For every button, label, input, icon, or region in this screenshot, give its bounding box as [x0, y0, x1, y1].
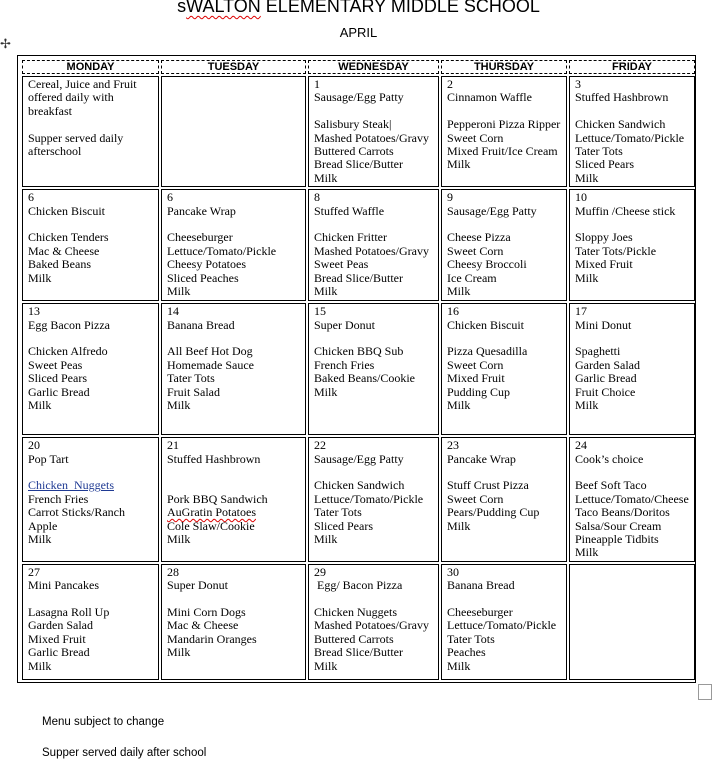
day-cell-friday [569, 189, 695, 301]
menu-line: Cook’s choice [575, 451, 644, 466]
menu-line: Sweet Corn [447, 357, 504, 372]
blank-line [167, 479, 300, 492]
day-cell-monday [22, 76, 159, 187]
menu-line: Cheeseburger [447, 605, 513, 620]
menu-line: Mini Donut [575, 317, 632, 332]
blank-line [167, 593, 300, 606]
date-number: 6 [167, 190, 173, 205]
menu-line: Muffin /Cheese stick [575, 203, 676, 218]
menu-line: Tater Tots [447, 631, 495, 646]
menu-line: Buttered Carrots [314, 144, 394, 159]
menu-line: Bread Slice/Butter [314, 270, 403, 285]
menu-line: Mixed Fruit [447, 371, 505, 386]
menu-line: Mac & Cheese [167, 618, 239, 633]
menu-line: Cheesy Potatoes [167, 257, 246, 272]
menu-line: Pizza Quesadilla [447, 344, 528, 359]
menu-line: Mixed Fruit/Ice Cream [447, 144, 558, 159]
date-number: 16 [447, 304, 459, 319]
menu-line: Sweet Corn [447, 130, 504, 145]
menu-line: Homemade Sauce [167, 357, 254, 372]
menu-line: breakfast [28, 103, 72, 118]
menu-line: Cheeseburger [167, 230, 233, 245]
menu-line: Supper served daily [28, 130, 124, 145]
menu-line: French Fries [28, 491, 89, 506]
menu-line: Peaches [447, 645, 486, 660]
day-cell-monday [22, 303, 159, 435]
blank-line [28, 332, 153, 345]
menu-line: Spaghetti [575, 344, 621, 359]
menu-line: Chicken Nuggets [28, 478, 114, 493]
day-header-thursday: THURSDAY [441, 60, 567, 74]
menu-line: Milk [575, 545, 599, 560]
date-number: 29 [314, 564, 326, 579]
menu-line: Milk [28, 398, 52, 413]
week-row [22, 564, 695, 680]
blank-line [167, 218, 300, 231]
menu-line: Milk [314, 170, 338, 185]
menu-line: Milk [167, 284, 191, 299]
menu-line: Milk [447, 157, 471, 172]
blank-line [447, 466, 561, 479]
menu-line: Sausage/Egg Patty [314, 90, 404, 105]
menu-line: Mandarin Oranges [167, 631, 257, 646]
day-cell-wednesday [308, 189, 439, 301]
menu-line: Tater Tots/Pickle [575, 243, 657, 258]
menu-line: Chicken Biscuit [28, 203, 105, 218]
blank-line [28, 466, 153, 479]
menu-line: Mixed Fruit [28, 631, 86, 646]
date-number: 30 [447, 564, 459, 579]
menu-line: Mini Pancakes [28, 578, 99, 593]
menu-line: Garden Salad [28, 618, 93, 633]
title-prefix: s [177, 0, 187, 16]
document-title [0, 0, 717, 17]
menu-line: Milk [314, 532, 338, 547]
day-cell-wednesday [308, 564, 439, 680]
menu-line: Tater Tots [167, 371, 215, 386]
menu-line: Chicken Sandwich [314, 478, 405, 493]
supper-note: Supper served daily after school [42, 747, 207, 759]
date-number: 2 [447, 77, 453, 91]
menu-line: Chicken Nuggets [314, 605, 397, 620]
menu-line: Lettuce/Tomato/Cheese [575, 491, 689, 506]
menu-line: Ice Cream [447, 270, 497, 285]
day-header-tuesday: TUESDAY [161, 60, 306, 74]
title-misspelled-word: WALTON [186, 0, 261, 16]
day-cell-thursday [441, 76, 567, 187]
menu-line: Sweet Corn [447, 243, 504, 258]
move-handle-icon[interactable]: ✢ [0, 37, 11, 52]
menu-line: Egg Bacon Pizza [28, 317, 110, 332]
day-cell-monday [22, 437, 159, 562]
blank-line [167, 466, 300, 479]
week-row [22, 76, 695, 187]
week-row [22, 437, 695, 562]
menu-line: Mac & Cheese [28, 243, 100, 258]
blank-line [575, 218, 689, 231]
menu-line: Tater Tots [314, 505, 362, 520]
menu-line: Milk [575, 170, 599, 185]
menu-line: Garden Salad [575, 357, 640, 372]
menu-line: Lasagna Roll Up [28, 605, 110, 620]
day-cell-tuesday [161, 564, 306, 680]
menu-line: AuGratin Potatoes [167, 505, 256, 520]
menu-line: Pears/Pudding Cup [447, 505, 540, 520]
day-cell-tuesday [161, 437, 306, 562]
menu-line: Carrot Sticks/Ranch [28, 505, 125, 520]
blank-line [167, 332, 300, 345]
menu-line: Mini Corn Dogs [167, 605, 246, 620]
menu-line: Pop Tart [28, 451, 69, 466]
day-cell-tuesday [161, 76, 306, 187]
menu-line: Garlic Bread [575, 371, 637, 386]
menu-line: Stuffed Waffle [314, 203, 385, 218]
blank-line [575, 466, 689, 479]
day-cell-friday [569, 303, 695, 435]
date-number: 6 [28, 190, 34, 205]
menu-line: Sausage/Egg Patty [447, 203, 537, 218]
menu-line: Milk [447, 284, 471, 299]
menu-line: Sloppy Joes [575, 230, 633, 245]
day-cell-tuesday [161, 303, 306, 435]
menu-line: Mashed Potatoes/Gravy [314, 618, 429, 633]
day-cell-wednesday [308, 76, 439, 187]
menu-line: Cole Slaw/Cookie [167, 518, 255, 533]
date-number: 9 [447, 190, 453, 205]
menu-line: Milk [575, 270, 599, 285]
day-header-row [22, 60, 695, 74]
menu-table [20, 58, 697, 682]
menu-line: Garlic Bread [28, 384, 90, 399]
menu-line: Milk [447, 398, 471, 413]
menu-line: Lettuce/Tomato/Pickle [314, 491, 424, 506]
menu-line: Stuff Crust Pizza [447, 478, 529, 493]
menu-line: Pepperoni Pizza Ripper [447, 117, 561, 132]
menu-line: Mixed Fruit [575, 257, 633, 272]
date-number: 10 [575, 190, 587, 205]
menu-line: Sliced Pears [314, 518, 373, 533]
menu-line: Lettuce/Tomato/Pickle [447, 618, 557, 633]
menu-line: Sweet Peas [314, 257, 369, 272]
date-number: 1 [314, 77, 320, 91]
day-header-monday: MONDAY [22, 60, 159, 74]
menu-line: Sliced Peaches [167, 270, 239, 285]
blank-line [447, 593, 561, 606]
menu-line: Tater Tots [575, 144, 623, 159]
menu-line: Chicken Biscuit [447, 317, 524, 332]
blank-line [314, 466, 433, 479]
menu-line: Cheese Pizza [447, 230, 511, 245]
blank-line [575, 105, 689, 118]
menu-line: Cheesy Broccoli [447, 257, 527, 272]
blank-line [575, 332, 689, 345]
date-number: 3 [575, 77, 581, 91]
menu-line: Milk [167, 398, 191, 413]
menu-line: Lettuce/Tomato/Pickle [575, 130, 685, 145]
blank-line [314, 218, 433, 231]
menu-line: Banana Bread [167, 317, 235, 332]
menu-line: Garlic Bread [28, 645, 90, 660]
menu-line: Beef Soft Taco [575, 478, 647, 493]
menu-line: Milk [314, 284, 338, 299]
day-cell-thursday [441, 564, 567, 680]
menu-line: Pineapple Tidbits [575, 532, 659, 547]
menu-line: Chicken Alfredo [28, 344, 108, 359]
menu-line: Milk [28, 658, 52, 673]
table-resize-handle[interactable] [698, 684, 712, 700]
date-number: 22 [314, 438, 326, 453]
title-rest: ELEMENTARY MIDDLE SCHOOL [260, 0, 540, 16]
week-row [22, 189, 695, 301]
day-header-friday: FRIDAY [569, 60, 695, 74]
day-cell-monday [22, 189, 159, 301]
menu-line: Pancake Wrap [447, 451, 516, 466]
date-number: 14 [167, 304, 179, 319]
menu-line: Super Donut [167, 578, 228, 593]
menu-line: French Fries [314, 357, 375, 372]
day-cell-thursday [441, 189, 567, 301]
menu-line: Salisbury Steak| [314, 117, 392, 132]
menu-line: Cinnamon Waffle [447, 90, 532, 105]
date-number: 23 [447, 438, 459, 453]
day-cell-friday [569, 564, 695, 680]
menu-line: Lettuce/Tomato/Pickle [167, 243, 277, 258]
menu-line: Milk [28, 532, 52, 547]
day-cell-tuesday [161, 189, 306, 301]
menu-line: Sliced Pears [28, 371, 87, 386]
blank-line [28, 118, 153, 131]
month-label: APRIL [339, 25, 378, 40]
date-number: 21 [167, 438, 179, 453]
menu-line: Pork BBQ Sandwich [167, 491, 268, 506]
day-cell-monday [22, 564, 159, 680]
menu-line: Milk [314, 384, 338, 399]
menu-line: Milk [447, 518, 471, 533]
blank-line [447, 218, 561, 231]
menu-line: Milk [575, 398, 599, 413]
menu-line: Pancake Wrap [167, 203, 236, 218]
menu-line: Egg/ Bacon Pizza [314, 578, 403, 593]
menu-line: Milk [167, 645, 191, 660]
blank-line [447, 105, 561, 118]
menu-line: Chicken Tenders [28, 230, 109, 245]
day-cell-friday [569, 76, 695, 187]
week-row [22, 303, 695, 435]
blank-line [28, 593, 153, 606]
menu-line: Mashed Potatoes/Gravy [314, 130, 429, 145]
menu-line: Mashed Potatoes/Gravy [314, 243, 429, 258]
blank-line [314, 105, 433, 118]
blank-line [314, 593, 433, 606]
menu-line: Super Donut [314, 317, 375, 332]
day-cell-wednesday [308, 437, 439, 562]
date-number: 17 [575, 304, 587, 319]
menu-line: Buttered Carrots [314, 631, 394, 646]
menu-line: afterschool [28, 144, 82, 159]
blank-line [314, 332, 433, 345]
menu-line: All Beef Hot Dog [167, 344, 253, 359]
menu-line: Baked Beans/Cookie [314, 371, 415, 386]
menu-line: offered daily with [28, 90, 114, 105]
menu-line: Sweet Corn [447, 491, 504, 506]
menu-line: Cereal, Juice and Fruit [28, 77, 137, 91]
menu-line: Sweet Peas [28, 357, 83, 372]
day-cell-wednesday [308, 303, 439, 435]
day-cell-thursday [441, 437, 567, 562]
blank-line [28, 218, 153, 231]
menu-line: Bread Slice/Butter [314, 157, 403, 172]
menu-line: Baked Beans [28, 257, 91, 272]
day-header-wednesday: WEDNESDAY [308, 60, 439, 74]
day-cell-friday [569, 437, 695, 562]
menu-line: Banana Bread [447, 578, 515, 593]
menu-line: Chicken Sandwich [575, 117, 666, 132]
day-cell-thursday [441, 303, 567, 435]
menu-change-note: Menu subject to change [42, 716, 165, 728]
menu-line: Fruit Choice [575, 384, 636, 399]
menu-line: Salsa/Sour Cream [575, 518, 662, 533]
date-number: 8 [314, 190, 320, 205]
menu-line: Milk [28, 270, 52, 285]
menu-line: Stuffed Hashbrown [167, 451, 261, 466]
menu-line: Taco Beans/Doritos [575, 505, 670, 520]
menu-calendar [17, 55, 696, 683]
blank-line [447, 332, 561, 345]
menu-line: Milk [447, 658, 471, 673]
menu-line: Sliced Pears [575, 157, 634, 172]
date-number: 27 [28, 564, 40, 579]
menu-line: Apple [28, 518, 58, 533]
menu-line: Chicken BBQ Sub [314, 344, 404, 359]
menu-line: Chicken Fritter [314, 230, 387, 245]
date-number: 13 [28, 304, 40, 319]
menu-line: Pudding Cup [447, 384, 511, 399]
menu-line: Stuffed Hashbrown [575, 90, 669, 105]
date-number: 20 [28, 438, 40, 453]
menu-line: Sausage/Egg Patty [314, 451, 404, 466]
menu-line: Milk [314, 658, 338, 673]
menu-line: Bread Slice/Butter [314, 645, 403, 660]
date-number: 24 [575, 438, 587, 453]
date-number: 15 [314, 304, 326, 319]
date-number: 28 [167, 564, 179, 579]
menu-line: Fruit Salad [167, 384, 220, 399]
menu-line: Milk [167, 532, 191, 547]
